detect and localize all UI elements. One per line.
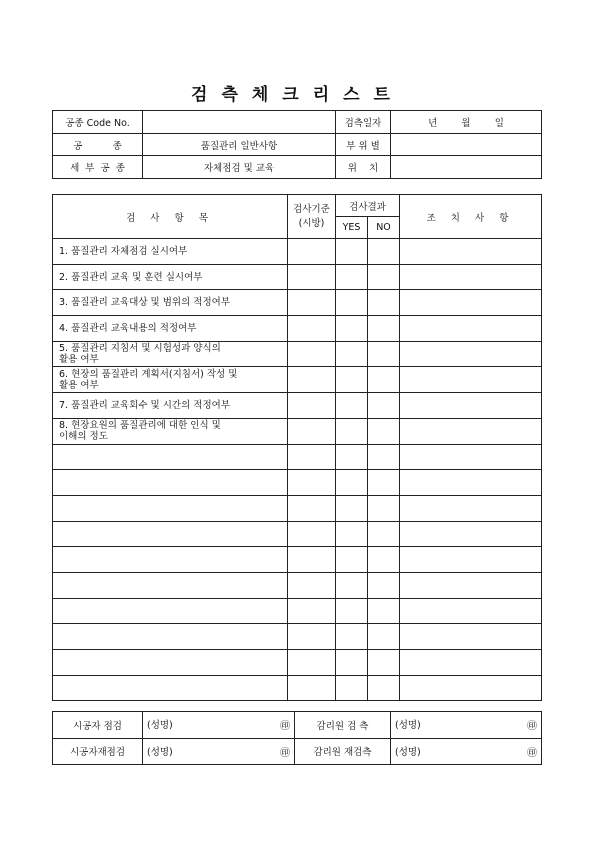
signature-name-label: (성명) [395, 746, 421, 758]
no-cell[interactable] [368, 675, 400, 701]
col-standard-label: 검사기준 (시방) [293, 203, 330, 229]
standard-cell[interactable] [288, 624, 336, 650]
action-cell[interactable] [400, 650, 542, 676]
yes-cell[interactable] [336, 650, 368, 676]
no-cell[interactable] [368, 495, 400, 521]
action-cell[interactable] [400, 290, 542, 316]
header-row [53, 156, 542, 179]
checklist-item: 2. 품질관리 교육 및 훈련 실시여부 [53, 264, 288, 290]
standard-cell[interactable] [288, 650, 336, 676]
yes-cell[interactable] [336, 264, 368, 290]
checklist-item: 5. 품질관리 지침서 및 시험성과 양식의 활용 여부 [53, 341, 288, 367]
no-cell[interactable] [368, 470, 400, 496]
header-value2[interactable] [391, 156, 542, 179]
checklist-row [53, 470, 542, 496]
col-standard-header [288, 195, 336, 239]
signature-left-field[interactable] [143, 738, 295, 765]
yes-cell[interactable] [336, 341, 368, 367]
checklist-row [53, 624, 542, 650]
yes-cell[interactable] [336, 239, 368, 265]
seal-icon: ㊞ [527, 747, 537, 759]
checklist-row [53, 675, 542, 701]
no-cell[interactable] [368, 316, 400, 342]
checklist-row [53, 341, 542, 367]
seal-icon: ㊞ [280, 747, 290, 759]
no-cell[interactable] [368, 624, 400, 650]
yes-cell[interactable] [336, 624, 368, 650]
header-label2: 검측일자 [336, 111, 391, 134]
header-value2[interactable] [391, 133, 542, 156]
checklist-item [53, 650, 288, 676]
signature-row [53, 712, 542, 739]
checklist-row [53, 572, 542, 598]
checklist-item [53, 624, 288, 650]
checklist-row [53, 650, 542, 676]
action-cell[interactable] [400, 341, 542, 367]
no-cell[interactable] [368, 393, 400, 419]
standard-cell[interactable] [288, 341, 336, 367]
no-cell[interactable] [368, 547, 400, 573]
header-label: 공 종 [53, 133, 143, 156]
yes-cell[interactable] [336, 572, 368, 598]
standard-cell[interactable] [288, 495, 336, 521]
action-cell[interactable] [400, 675, 542, 701]
col-action-header: 조 치 사 항 [400, 195, 542, 239]
yes-cell[interactable] [336, 598, 368, 624]
action-cell[interactable] [400, 418, 542, 444]
checklist-item: 6. 현장의 품질관리 계획서(지침서) 작성 및 활용 여부 [53, 367, 288, 393]
signature-name-label: (성명) [147, 746, 173, 758]
standard-cell[interactable] [288, 418, 336, 444]
header-value2[interactable]: 년 월 일 [391, 111, 542, 134]
action-cell[interactable] [400, 495, 542, 521]
checklist-row [53, 290, 542, 316]
no-cell[interactable] [368, 572, 400, 598]
no-cell[interactable] [368, 341, 400, 367]
checklist-row [53, 367, 542, 393]
yes-cell[interactable] [336, 367, 368, 393]
standard-cell[interactable] [288, 470, 336, 496]
checklist-row [53, 547, 542, 573]
signature-name-label: (성명) [395, 720, 421, 732]
yes-cell[interactable] [336, 444, 368, 470]
checklist-item [53, 572, 288, 598]
header-value[interactable]: 자체점검 및 교육 [143, 156, 336, 179]
header-label2: 위 치 [336, 156, 391, 179]
checklist-row [53, 521, 542, 547]
standard-cell[interactable] [288, 367, 336, 393]
checklist-item [53, 444, 288, 470]
signature-left-field[interactable] [143, 712, 295, 739]
standard-cell[interactable] [288, 290, 336, 316]
no-cell[interactable] [368, 521, 400, 547]
action-cell[interactable] [400, 444, 542, 470]
checklist-row [53, 418, 542, 444]
no-cell[interactable] [368, 290, 400, 316]
checklist-row [53, 444, 542, 470]
standard-cell[interactable] [288, 598, 336, 624]
checklist-item [53, 521, 288, 547]
col-yes-header: YES [336, 217, 368, 239]
action-cell[interactable] [400, 547, 542, 573]
signature-row [53, 738, 542, 765]
header-table [52, 110, 542, 179]
action-cell[interactable] [400, 393, 542, 419]
header-label: 세 부 공 종 [53, 156, 143, 179]
no-cell[interactable] [368, 264, 400, 290]
checklist-row [53, 393, 542, 419]
header-label: 공종 Code No. [53, 111, 143, 134]
col-no-header: NO [368, 217, 400, 239]
standard-cell[interactable] [288, 572, 336, 598]
yes-cell[interactable] [336, 521, 368, 547]
checklist-item [53, 547, 288, 573]
action-cell[interactable] [400, 470, 542, 496]
checklist-row [53, 316, 542, 342]
no-cell[interactable] [368, 444, 400, 470]
yes-cell[interactable] [336, 495, 368, 521]
standard-cell[interactable] [288, 393, 336, 419]
signature-right-label: 감리원 검 측 [295, 712, 391, 739]
checklist-item: 8. 현장요원의 품질관리에 대한 인식 및 이해의 정도 [53, 418, 288, 444]
standard-cell[interactable] [288, 521, 336, 547]
yes-cell[interactable] [336, 316, 368, 342]
signature-table [52, 711, 542, 765]
standard-cell[interactable] [288, 675, 336, 701]
header-label2: 부 위 별 [336, 133, 391, 156]
yes-cell[interactable] [336, 393, 368, 419]
header-row [53, 133, 542, 156]
action-cell[interactable] [400, 239, 542, 265]
no-cell[interactable] [368, 239, 400, 265]
yes-cell[interactable] [336, 547, 368, 573]
action-cell[interactable] [400, 624, 542, 650]
standard-cell[interactable] [288, 547, 336, 573]
checklist-item: 3. 품질관리 교육대상 및 범위의 적정여부 [53, 290, 288, 316]
action-cell[interactable] [400, 316, 542, 342]
standard-cell[interactable] [288, 239, 336, 265]
yes-cell[interactable] [336, 290, 368, 316]
seal-icon: ㊞ [527, 721, 537, 733]
yes-cell[interactable] [336, 470, 368, 496]
checklist-item [53, 675, 288, 701]
header-value[interactable] [143, 111, 336, 134]
signature-right-label: 감리원 재검측 [295, 738, 391, 765]
header-row [53, 111, 542, 134]
action-cell[interactable] [400, 598, 542, 624]
checklist-item [53, 470, 288, 496]
no-cell[interactable] [368, 367, 400, 393]
seal-icon: ㊞ [280, 721, 290, 733]
checklist-row [53, 239, 542, 265]
header-value[interactable]: 품질관리 일반사항 [143, 133, 336, 156]
signature-right-field[interactable] [391, 712, 542, 739]
checklist-item: 4. 품질관리 교육내용의 적정여부 [53, 316, 288, 342]
checklist-item: 7. 품질관리 교육회수 및 시간의 적정여부 [53, 393, 288, 419]
standard-cell[interactable] [288, 316, 336, 342]
no-cell[interactable] [368, 418, 400, 444]
yes-cell[interactable] [336, 675, 368, 701]
col-item-header: 검 사 항 목 [53, 195, 288, 239]
checklist-item [53, 598, 288, 624]
checklist-item: 1. 품질관리 자체점검 실시여부 [53, 239, 288, 265]
checklist-table [52, 194, 542, 701]
col-result-header: 검사결과 [336, 195, 400, 217]
signature-left-label: 시공자 점검 [53, 712, 143, 739]
action-cell[interactable] [400, 521, 542, 547]
action-cell[interactable] [400, 572, 542, 598]
signature-right-field[interactable] [391, 738, 542, 765]
standard-cell[interactable] [288, 264, 336, 290]
checklist-item [53, 495, 288, 521]
signature-name-label: (성명) [147, 720, 173, 732]
signature-left-label: 시공자재점검 [53, 738, 143, 765]
standard-cell[interactable] [288, 444, 336, 470]
page-title: 검측체크리스트 [191, 85, 404, 105]
no-cell[interactable] [368, 650, 400, 676]
checklist-row [53, 598, 542, 624]
checklist-row [53, 495, 542, 521]
action-cell[interactable] [400, 367, 542, 393]
no-cell[interactable] [368, 598, 400, 624]
action-cell[interactable] [400, 264, 542, 290]
checklist-row [53, 264, 542, 290]
yes-cell[interactable] [336, 418, 368, 444]
